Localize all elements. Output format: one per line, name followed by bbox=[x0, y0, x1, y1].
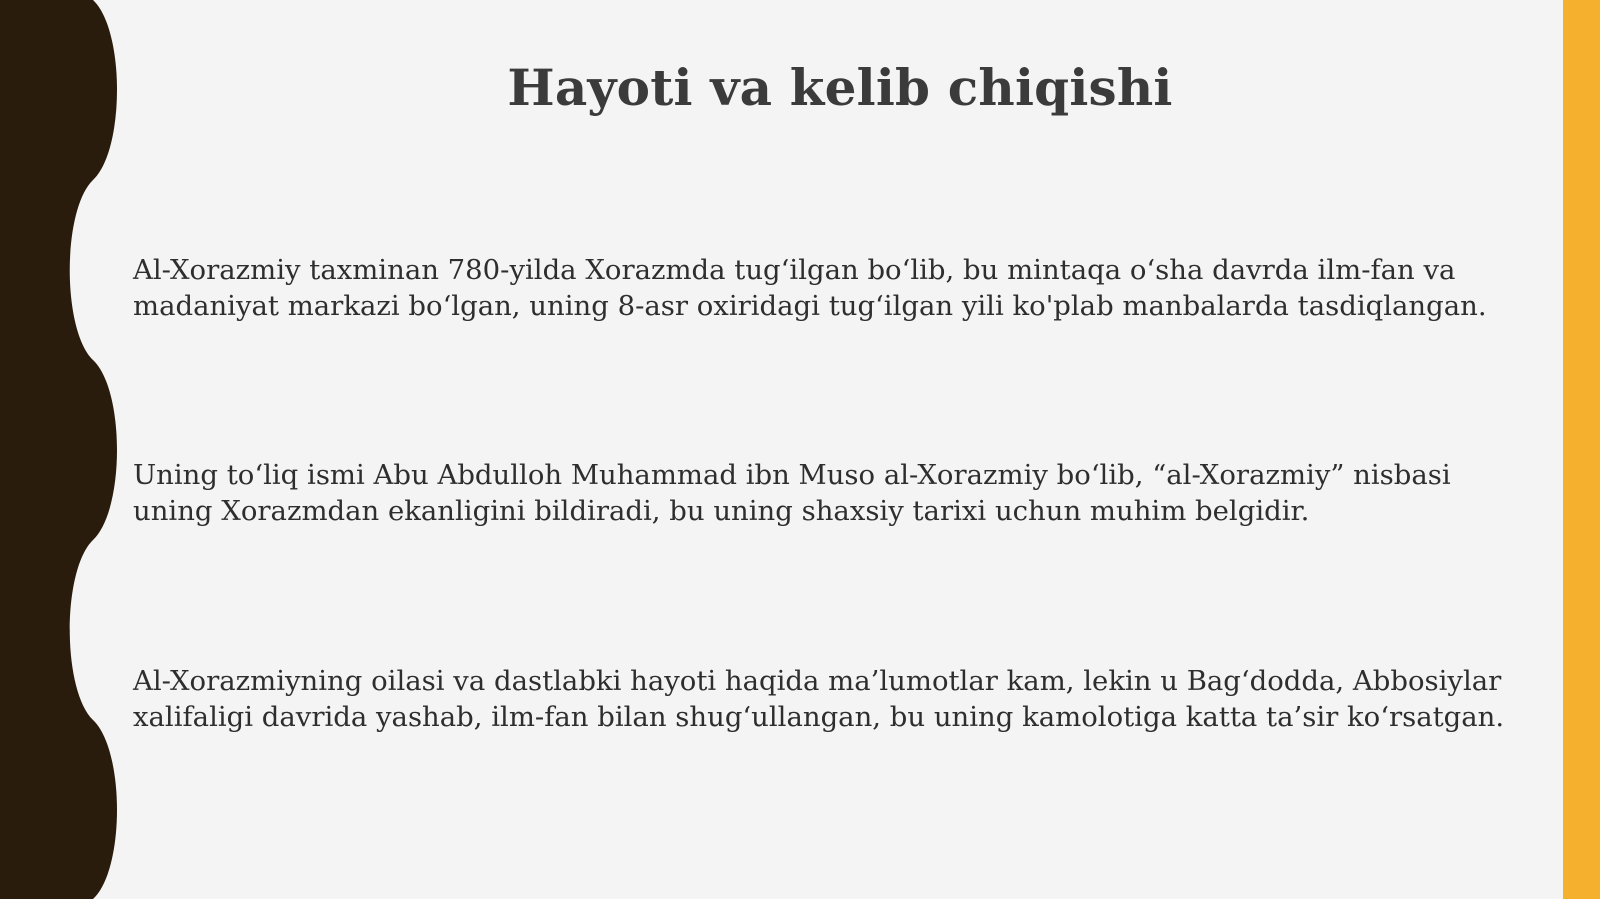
paragraph-birth: Al-Xorazmiy taxminan 780-yilda Xorazmda tug‘ilgan bo‘lib, bu mintaqa o‘sha davrda ilm-fan va madaniyat markazi bo‘lgan, uning 8-asr oxiridagi tug‘ilgan yili ko'plab manbalarda tasdiqlangan. bbox=[133, 254, 1487, 322]
wave-decoration bbox=[0, 0, 130, 899]
accent-stripe bbox=[1563, 0, 1600, 899]
slide-title: Hayoti va kelib chiqishi bbox=[507, 58, 1173, 117]
paragraph-early-life: Al-Xorazmiyning oilasi va dastlabki hayoti haqida ma’lumotlar kam, lekin u Bag‘dodda, Abbosiylar xalifaligi davrida yashab, ilm-fan bilan shug‘ullangan, bu uning kamolotiga katta ta’sir ko‘rsatgan. bbox=[133, 665, 1505, 733]
paragraph-full-name: Uning to‘liq ismi Abu Abdulloh Muhammad ibn Muso al-Xorazmiy bo‘lib, “al-Xorazmiy” nisbasi uning Xorazmdan ekanligini bildiradi, bu uning shaxsiy tarixi uchun muhim belgidir. bbox=[133, 459, 1451, 527]
